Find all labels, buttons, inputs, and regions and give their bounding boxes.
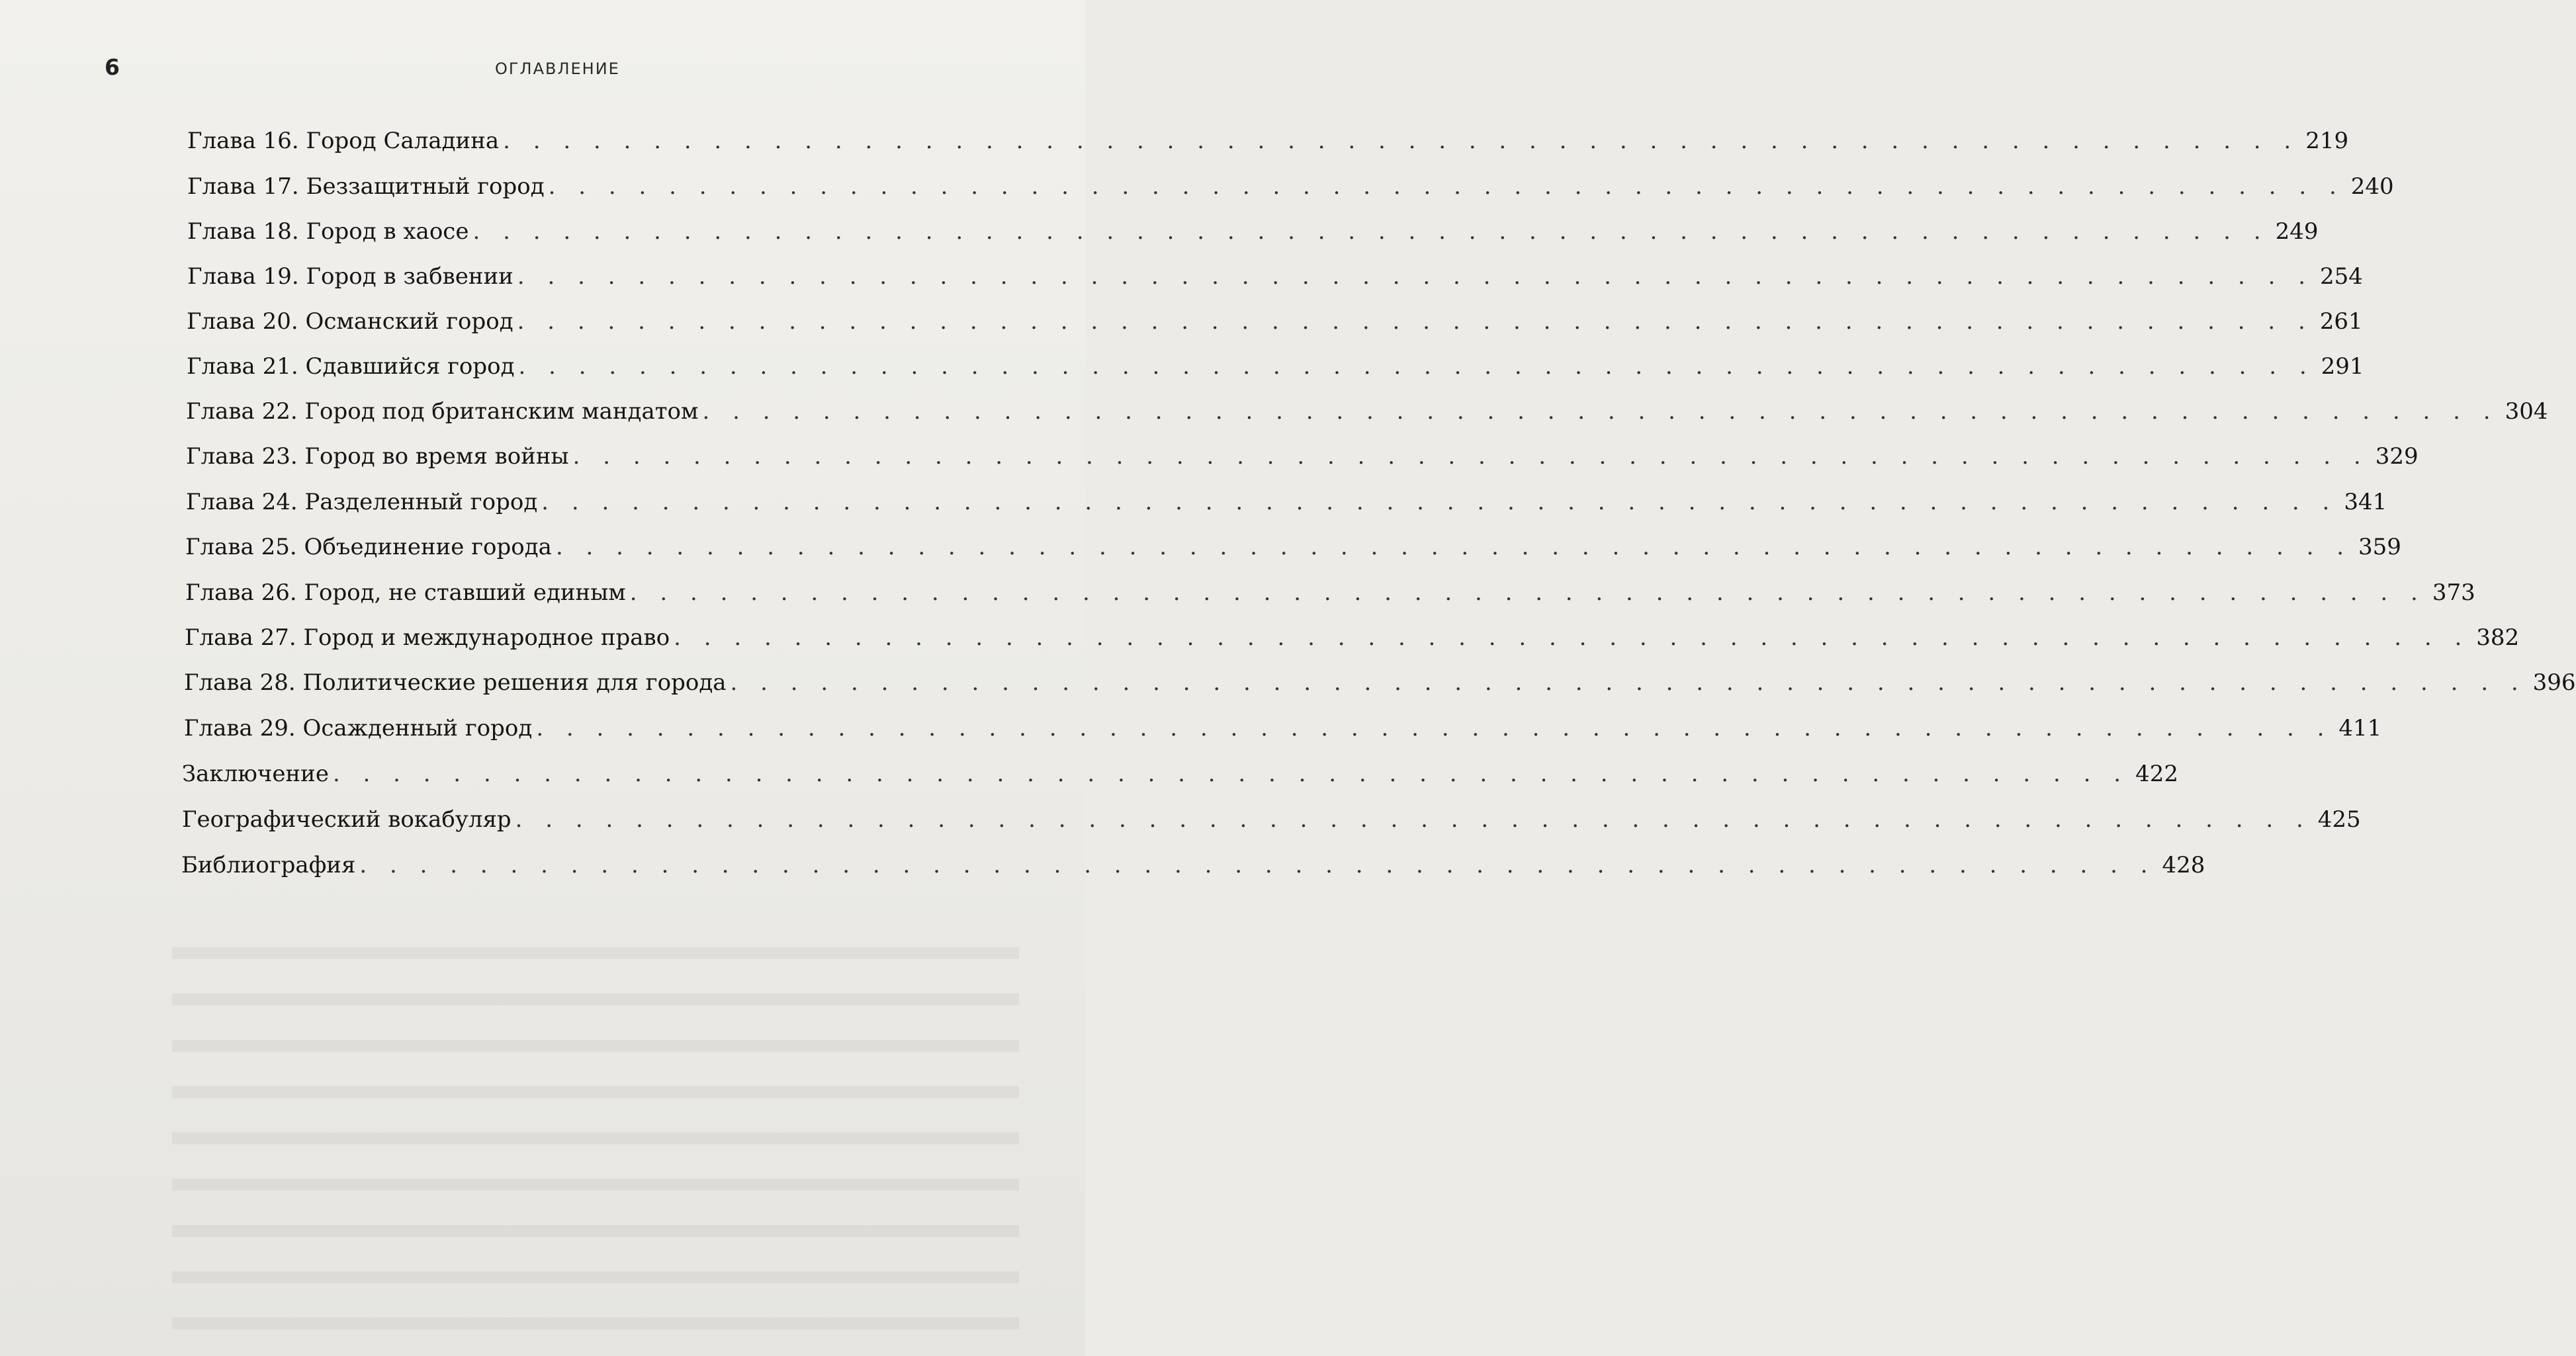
toc-leader-dots: . . . . . . . . . . . . . . . . . . . . . . . . . . . . . . . . . . . . . . . . . . . . . . . . . . . . . . . . . . . . [730, 669, 2526, 696]
toc-entry [184, 669, 2576, 696]
toc-entry-title: Глава 21. Сдавшийся город [187, 353, 515, 380]
toc-entry-page: 422 [2135, 761, 2178, 787]
toc-leader-dots: . . . . . . . . . . . . . . . . . . . . . . . . . . . . . . . . . . . . . . . . . . . . . . . . . . . . . . . . . . . . [674, 624, 2470, 651]
toc-entry-title: Глава 25. Объединение города [185, 534, 552, 560]
toc-entry-title: Глава 18. Город в хаосе [187, 218, 469, 245]
toc-leader-dots: . . . . . . . . . . . . . . . . . . . . . . . . . . . . . . . . . . . . . . . . . . . . . . . . . . . . . . . . . . . . [541, 489, 2338, 515]
toc-leader-dots: . . . . . . . . . . . . . . . . . . . . . . . . . . . . . . . . . . . . . . . . . . . . . . . . . . . . . . . . . . . . [517, 308, 2313, 335]
toc-leader-dots: . . . . . . . . . . . . . . . . . . . . . . . . . . . . . . . . . . . . . . . . . . . . . . . . . . . . . . . . . . . . [702, 398, 2499, 425]
toc-entry-title: Глава 29. Осажденный город [184, 715, 533, 742]
toc-entry-page: 291 [2321, 353, 2364, 380]
toc-leader-dots: . . . . . . . . . . . . . . . . . . . . . . . . . . . . . . . . . . . . . . . . . . . . . . . . . . . . . . . . . . . . [536, 715, 2332, 742]
page-number: 6 [105, 54, 120, 80]
toc-entry [186, 489, 2387, 515]
toc-entry-title: Заключение [182, 761, 329, 787]
toc-entry [187, 263, 2363, 290]
toc-entry-title: Глава 24. Разделенный город [186, 489, 538, 515]
toc-entry-title: Глава 27. Город и международное право [185, 624, 670, 651]
toc-leader-dots: . . . . . . . . . . . . . . . . . . . . . . . . . . . . . . . . . . . . . . . . . . . . . . . . . . . . . . . . . . . . [548, 173, 2344, 200]
toc-leader-dots: . . . . . . . . . . . . . . . . . . . . . . . . . . . . . . . . . . . . . . . . . . . . . . . . . . . . . . . . . . . . [515, 806, 2311, 833]
toc-entry-title: Глава 28. Политические решения для города [184, 669, 727, 696]
toc-entry-title: Глава 20. Османский город [187, 308, 513, 335]
toc-leader-dots: . . . . . . . . . . . . . . . . . . . . . . . . . . . . . . . . . . . . . . . . . . . . . . . . . . . . . . . . . . . . [472, 218, 2269, 245]
toc-entry-page: 425 [2317, 806, 2361, 833]
toc-leader-dots: . . . . . . . . . . . . . . . . . . . . . . . . . . . . . . . . . . . . . . . . . . . . . . . . . . . . . . . . . . . . [518, 353, 2315, 380]
toc-entry [186, 398, 2548, 425]
toc-entry-page: 219 [2305, 128, 2349, 154]
toc-entry-page: 428 [2162, 852, 2205, 878]
toc-entry [187, 128, 2349, 154]
toc-entry-page: 382 [2476, 624, 2520, 651]
toc-entry-page: 396 [2532, 669, 2576, 696]
toc-entry-title: Географический вокабуляр [182, 806, 511, 833]
toc-entry-title: Глава 22. Город под британским мандатом [186, 398, 699, 425]
toc-entry-title: Глава 23. Город во время войны [186, 443, 569, 470]
toc-leader-dots: . . . . . . . . . . . . . . . . . . . . . . . . . . . . . . . . . . . . . . . . . . . . . . . . . . . . . . . . . . . . [572, 443, 2369, 470]
toc-entry-page: 249 [2275, 218, 2319, 245]
toc-entry-page: 329 [2375, 443, 2419, 470]
toc-leader-dots: . . . . . . . . . . . . . . . . . . . . . . . . . . . . . . . . . . . . . . . . . . . . . . . . . . . . . . . . . . . . [359, 852, 2156, 878]
toc-entry-page: 304 [2505, 398, 2548, 425]
toc-entry-page: 261 [2319, 308, 2363, 335]
toc-entry [182, 806, 2361, 833]
toc-entry-title: Глава 26. Город, не ставший единым [185, 579, 626, 606]
toc-entry-page: 373 [2432, 579, 2475, 606]
toc-leader-dots: . . . . . . . . . . . . . . . . . . . . . . . . . . . . . . . . . . . . . . . . . . . . . . . . . . . . . . . . . . . . [517, 263, 2314, 290]
toc-entry [184, 715, 2382, 742]
toc-entry [186, 443, 2419, 470]
toc-entry-title: Глава 19. Город в забвении [187, 263, 513, 290]
toc-entry-title: Глава 16. Город Саладина [187, 128, 500, 154]
running-head: ОГЛАВЛЕНИЕ [495, 60, 620, 78]
toc-entry [181, 852, 2205, 878]
toc-leader-dots: . . . . . . . . . . . . . . . . . . . . . . . . . . . . . . . . . . . . . . . . . . . . . . . . . . . . . . . . . . . . [629, 579, 2426, 606]
toc-leader-dots: . . . . . . . . . . . . . . . . . . . . . . . . . . . . . . . . . . . . . . . . . . . . . . . . . . . . . . . . . . . . [503, 128, 2299, 154]
toc-entry-title: Библиография [181, 852, 356, 878]
toc-entry [187, 308, 2363, 335]
toc-entry [182, 761, 2178, 787]
toc-entry-page: 341 [2344, 489, 2387, 515]
toc-entry [185, 624, 2520, 651]
toc-entry [187, 173, 2394, 200]
toc-entry-title: Глава 17. Беззащитный город [187, 173, 545, 200]
bleed-through-shading [172, 913, 1019, 1336]
toc-entry [187, 353, 2364, 380]
toc-leader-dots: . . . . . . . . . . . . . . . . . . . . . . . . . . . . . . . . . . . . . . . . . . . . . . . . . . . . . . . . . . . . [332, 761, 2129, 787]
toc-entry [185, 579, 2475, 606]
toc-leader-dots: . . . . . . . . . . . . . . . . . . . . . . . . . . . . . . . . . . . . . . . . . . . . . . . . . . . . . . . . . . . . [555, 534, 2352, 560]
toc-entry-page: 240 [2350, 173, 2394, 200]
toc-entry [185, 534, 2401, 560]
toc-entry-page: 254 [2320, 263, 2363, 290]
toc-entry [187, 218, 2319, 245]
toc-entry-page: 359 [2358, 534, 2401, 560]
toc-entry-page: 411 [2338, 715, 2382, 742]
